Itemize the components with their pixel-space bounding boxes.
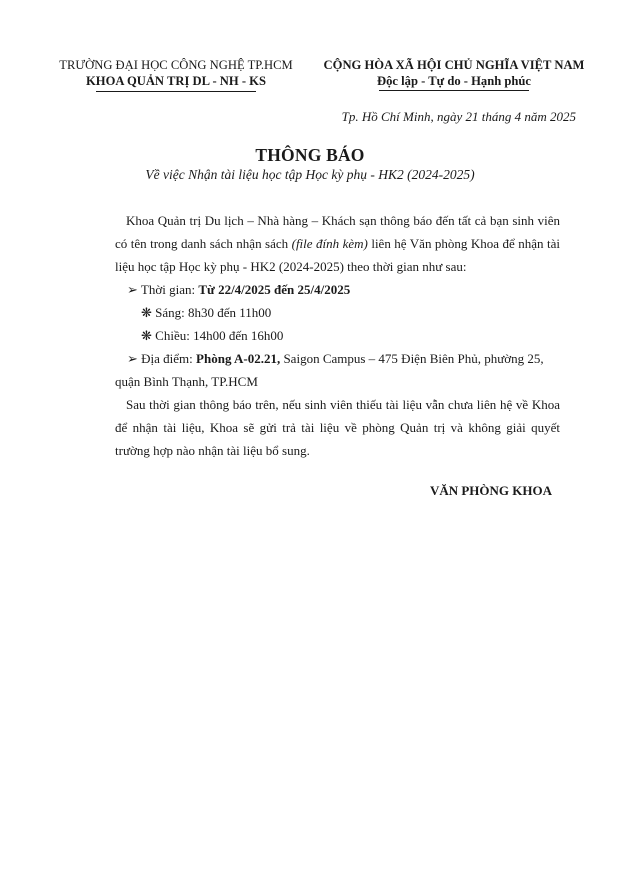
morning-session-text: Sáng: 8h30 đến 11h00 — [155, 305, 272, 320]
location-label: Địa điểm: — [141, 351, 197, 366]
time-value: Từ 22/4/2025 đến 25/4/2025 — [198, 282, 351, 297]
university-name: TRƯỜNG ĐẠI HỌC CÔNG NGHỆ TP.HCM — [59, 58, 293, 72]
signature-block: VĂN PHÒNG KHOA — [429, 483, 552, 498]
intro-text-2: liên hệ Văn phòng Khoa để nhận tài liệu học tập Học kỳ phụ - HK2 (2024-2025) theo thời gian như sau: — [115, 236, 560, 274]
header-right-underline — [379, 90, 529, 91]
location-line — [115, 347, 560, 370]
intro-paragraph — [115, 209, 560, 278]
location-room: Phòng A-02.21, — [196, 351, 281, 366]
time-line — [115, 278, 560, 301]
afternoon-session-text: Chiều: 14h00 đến 16h00 — [155, 328, 284, 343]
location-address-continued: quận Bình Thạnh, TP.HCM — [115, 374, 258, 389]
note-paragraph: Sau thời gian thông báo trên, nếu sinh viên thiếu tài liệu vẫn chưa liên hệ về Khoa để nhận tài liệu, Khoa sẽ gửi trả tài liệu về phòng Quản trị và không giải quyết trường hợp nào nhận tài liệu bổ sung. — [115, 397, 560, 458]
document-subtitle: Về việc Nhận tài liệu học tập Học kỳ phụ - HK2 (2024-2025) — [145, 167, 475, 182]
location-address: Saigon Campus – 475 Điện Biên Phủ, phường 25, — [280, 351, 544, 366]
asterisk-bullet-icon: ❋ — [141, 305, 152, 320]
faculty-name: KHOA QUẢN TRỊ DL - NH - KS — [86, 74, 266, 88]
afternoon-session — [115, 324, 560, 347]
morning-session — [115, 301, 560, 324]
national-motto: Độc lập - Tự do - Hạnh phúc — [377, 74, 531, 88]
asterisk-bullet-icon: ❋ — [141, 328, 152, 343]
header-left-underline — [96, 91, 256, 92]
header-national — [318, 57, 590, 91]
intro-text-1: Khoa Quản trị Du lịch – Nhà hàng – Khách sạn thông báo đến tất cả bạn sinh viên có tên trong danh sách nhận sách — [115, 213, 560, 251]
header-organization — [56, 57, 296, 92]
republic-name: CỘNG HÒA XÃ HỘI CHỦ NGHĨA VIỆT NAM — [323, 58, 585, 72]
document-title: THÔNG BÁO — [255, 145, 365, 165]
notice-body — [115, 209, 560, 462]
attachment-note: (file đính kèm) — [291, 236, 368, 251]
time-label: Thời gian: — [140, 282, 199, 297]
issue-date: Tp. Hồ Chí Minh, ngày 21 tháng 4 năm 2025 — [341, 109, 576, 124]
arrow-bullet-icon: ➢ — [127, 282, 138, 297]
arrow-bullet-icon: ➢ — [127, 351, 138, 366]
